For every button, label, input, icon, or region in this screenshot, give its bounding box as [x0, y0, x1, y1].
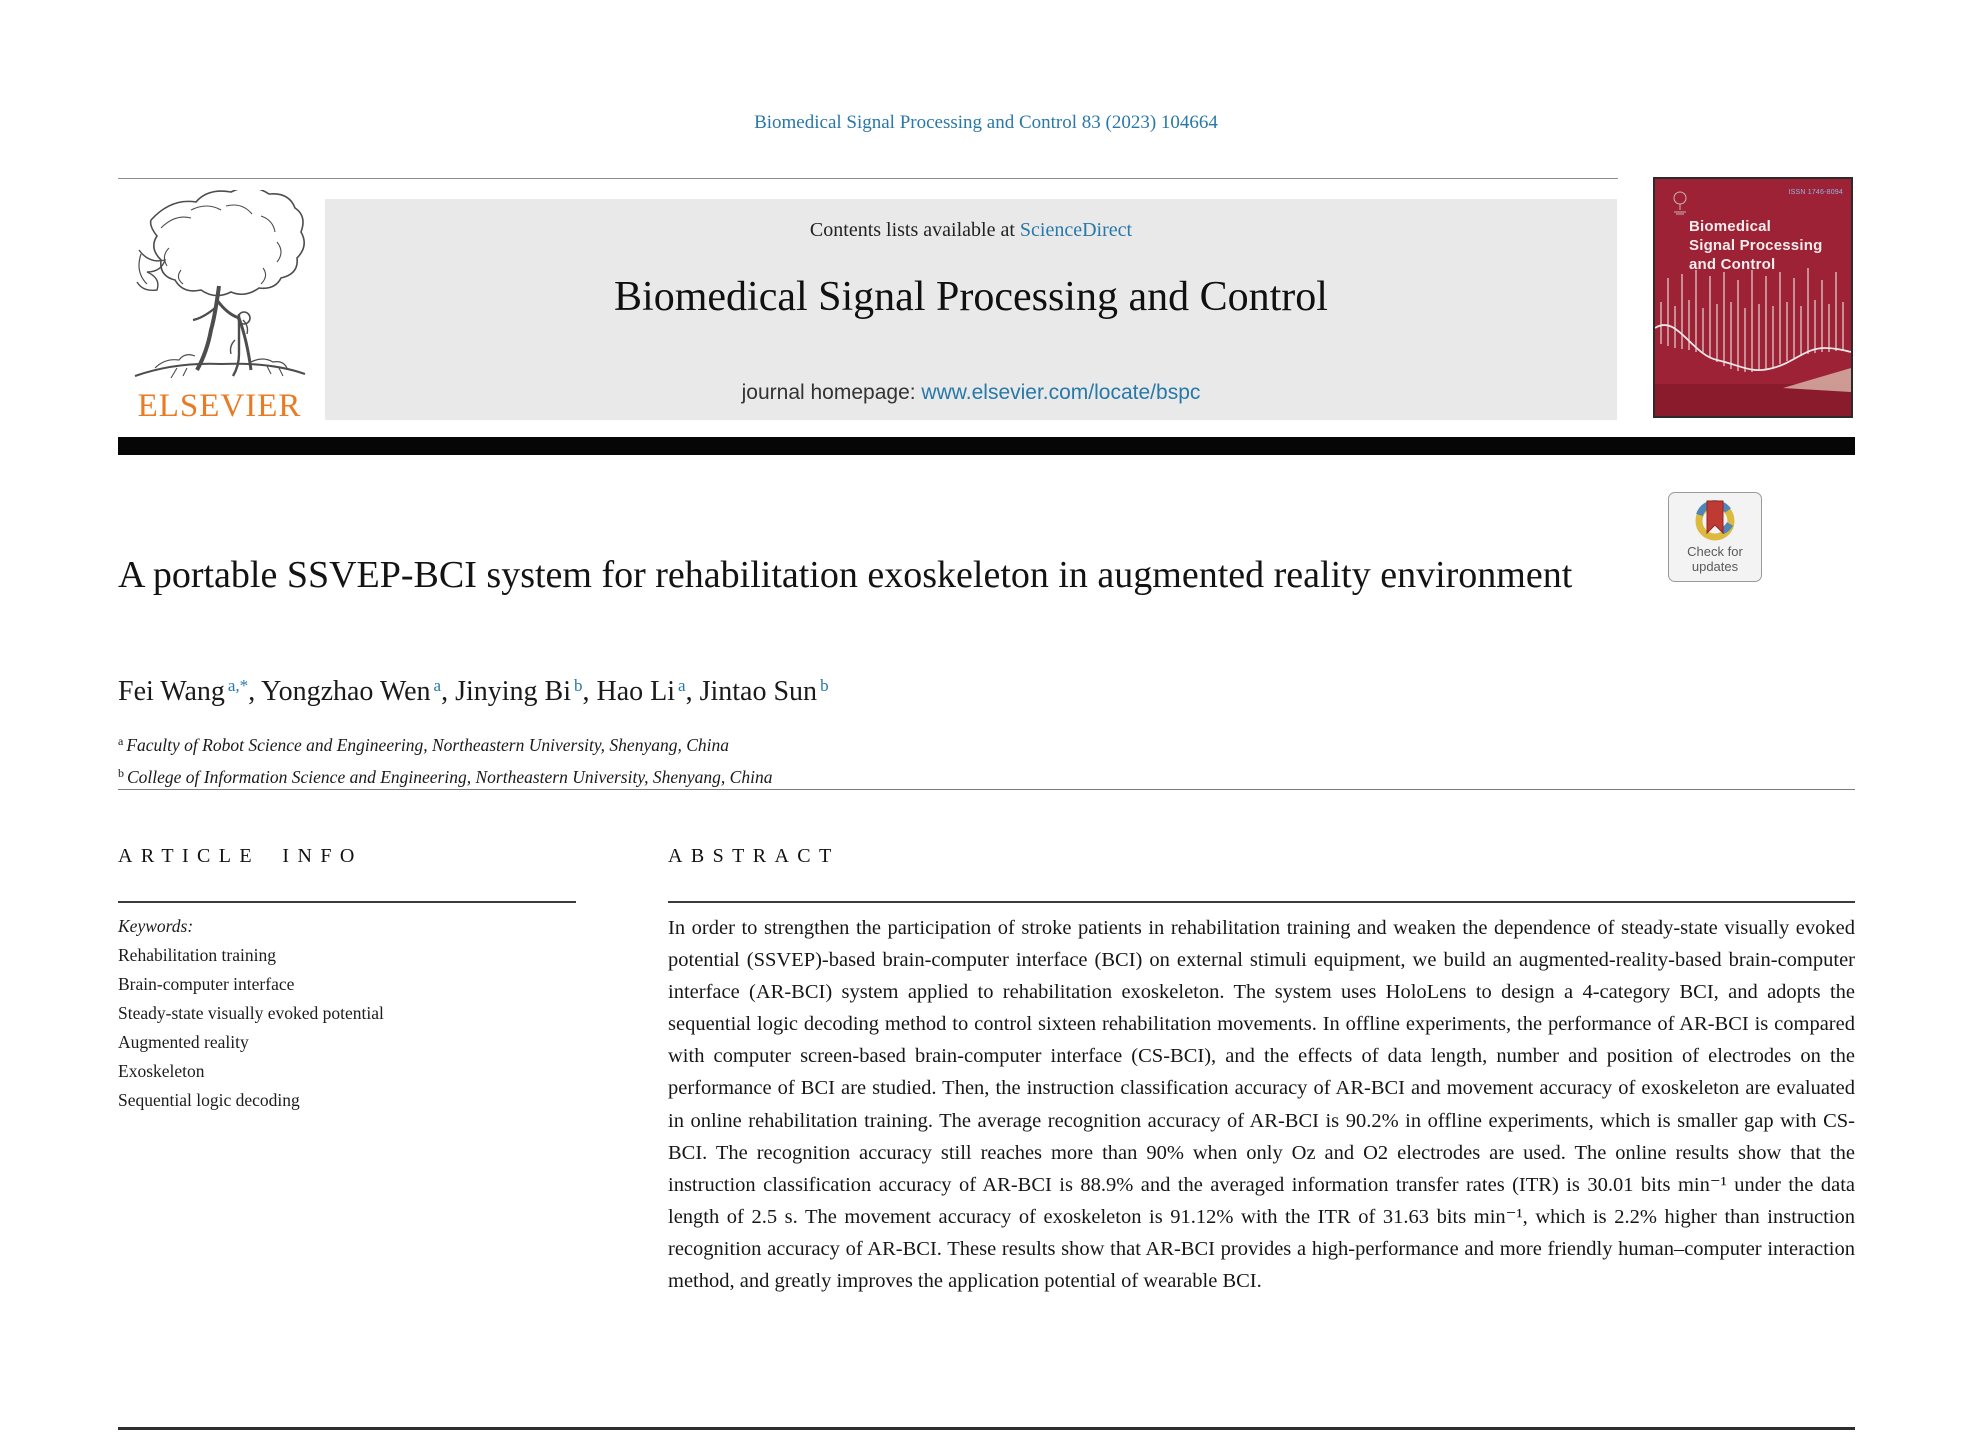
article-info-section: [118, 845, 576, 1115]
cover-elsevier-emblem-icon: [1669, 190, 1691, 216]
author-affiliation-sup: a,*: [227, 676, 249, 695]
keyword-item: Steady-state visually evoked potential: [118, 1003, 384, 1023]
abstract-heading: ABSTRACT: [668, 845, 840, 867]
affiliation-sup: b: [118, 765, 124, 780]
badge-label-line2: updates: [1691, 559, 1739, 574]
article-info-rule: [118, 901, 576, 903]
affiliation-line: [118, 760, 772, 792]
keyword-list: [118, 941, 576, 1115]
elsevier-tree-icon: [131, 190, 309, 386]
author-affiliation-sup: a: [678, 676, 686, 695]
cover-waveform-art: [1655, 256, 1851, 416]
abstract-section: [668, 845, 1855, 1297]
keyword-item: Exoskeleton: [118, 1061, 205, 1081]
abstract-rule: [668, 901, 1855, 903]
article-title: A portable SSVEP-BCI system for rehabilitation exoskeleton in augmented reality environment: [118, 554, 1573, 596]
journal-homepage-link[interactable]: www.elsevier.com/locate/bspc: [921, 381, 1201, 404]
author-affiliation-sup: b: [574, 676, 583, 695]
author-name: Hao Li: [596, 676, 676, 707]
author-separator: ,: [248, 676, 262, 707]
affiliation-list: [118, 728, 772, 791]
check-for-updates-icon: [1692, 498, 1738, 544]
elsevier-logo[interactable]: [112, 190, 327, 440]
author-name: Jintao Sun: [699, 676, 818, 707]
cover-issn: ISSN 1746-8094: [1788, 189, 1843, 196]
affiliation-sup: a: [118, 734, 124, 748]
header-top-rule: [118, 178, 1618, 179]
check-for-updates-badge[interactable]: [1668, 492, 1762, 582]
author-affiliation-sup: b: [820, 676, 829, 695]
homepage-prefix: journal homepage:: [741, 381, 922, 404]
author: [261, 676, 441, 707]
author-name: Jinying Bi: [455, 676, 572, 707]
keywords-label: Keywords:: [118, 916, 194, 936]
author-separator: ,: [582, 676, 597, 707]
badge-label-line1: Check for: [1687, 544, 1743, 559]
keyword-item: Sequential logic decoding: [118, 1090, 300, 1110]
author-separator: ,: [685, 676, 700, 707]
contents-prefix: Contents lists available at: [809, 219, 1020, 241]
homepage-line: [325, 381, 1617, 405]
affiliation-line: [118, 728, 772, 760]
contents-line: [325, 219, 1617, 242]
journal-title: Biomedical Signal Processing and Control: [614, 274, 1328, 320]
author-name: Fei Wang: [118, 676, 225, 707]
cover-title-line: Signal Processing: [1689, 237, 1823, 254]
sciencedirect-link[interactable]: ScienceDirect: [1019, 219, 1133, 241]
author: [455, 676, 582, 707]
author-name: Yongzhao Wen: [261, 676, 431, 707]
keyword-item: Rehabilitation training: [118, 945, 276, 965]
title-section-rule: [118, 789, 1855, 790]
cover-title-line: and Control: [1689, 256, 1776, 273]
elsevier-wordmark: ELSEVIER: [137, 388, 302, 424]
affiliation-text: College of Information Science and Engineering, Northeastern University, Shenyang, China: [127, 766, 773, 787]
keyword-item: Brain-computer interface: [118, 974, 295, 994]
author-list: [118, 676, 829, 708]
keyword-item: Augmented reality: [118, 1032, 249, 1052]
abstract-text: In order to strengthen the participation of stroke patients in rehabilitation training and weaken the dependence of steady-state visually evoked potential (SSVEP)-based brain-computer interface (BCI) on external stimuli equipment, we build an augmented-reality-based brain-computer interface (AR-BCI) system applied to rehabilitation exoskeleton. The system uses HoloLens to design a 4-category BCI, and adopts the sequential logic decoding method to control sixteen rehabilitation movements. In offline experiments, the performance of AR-BCI is compared with computer screen-based brain-computer interface (CS-BCI), and the effects of data length, number and position of electrodes on the performance of BCI are studied. Then, the instruction classification accuracy of AR-BCI and movement accuracy of exoskeleton are evaluated in online rehabilitation training. The average recognition accuracy of AR-BCI is 90.2% in offline experiments, which is smaller gap with CS-BCI. The recognition accuracy still reaches more than 90% when only Oz and O2 electrodes are used. The online results show that the instruction classification accuracy of AR-BCI is 88.9% and the averaged information transfer rates (ITR) is 30.01 bits min⁻¹ under the data length of 2.5 s. The movement accuracy of exoskeleton is 91.12% with the ITR of 31.63 bits min⁻¹, which is 2.2% higher than instruction recognition accuracy of AR-BCI. These results show that AR-BCI provides a high-performance and more friendly human–computer interaction method, and greatly improves the application potential of wearable BCI.: [668, 917, 1855, 1293]
cover-title-line: Biomedical: [1689, 218, 1772, 235]
author: [597, 676, 686, 707]
journal-citation: Biomedical Signal Processing and Control 83 (2023) 104664: [754, 112, 1218, 133]
affiliation-text: Faculty of Robot Science and Engineering, Northeastern University, Shenyang, China: [126, 735, 729, 755]
author-affiliation-sup: a: [433, 676, 442, 695]
author: [118, 676, 248, 707]
author-separator: ,: [441, 676, 456, 707]
author: [700, 676, 829, 707]
header-black-bar: [118, 437, 1855, 455]
journal-banner: [325, 199, 1617, 420]
article-info-heading: ARTICLE INFO: [118, 845, 363, 867]
page-bottom-rule: [118, 1427, 1855, 1430]
journal-cover-thumbnail[interactable]: [1653, 177, 1853, 418]
